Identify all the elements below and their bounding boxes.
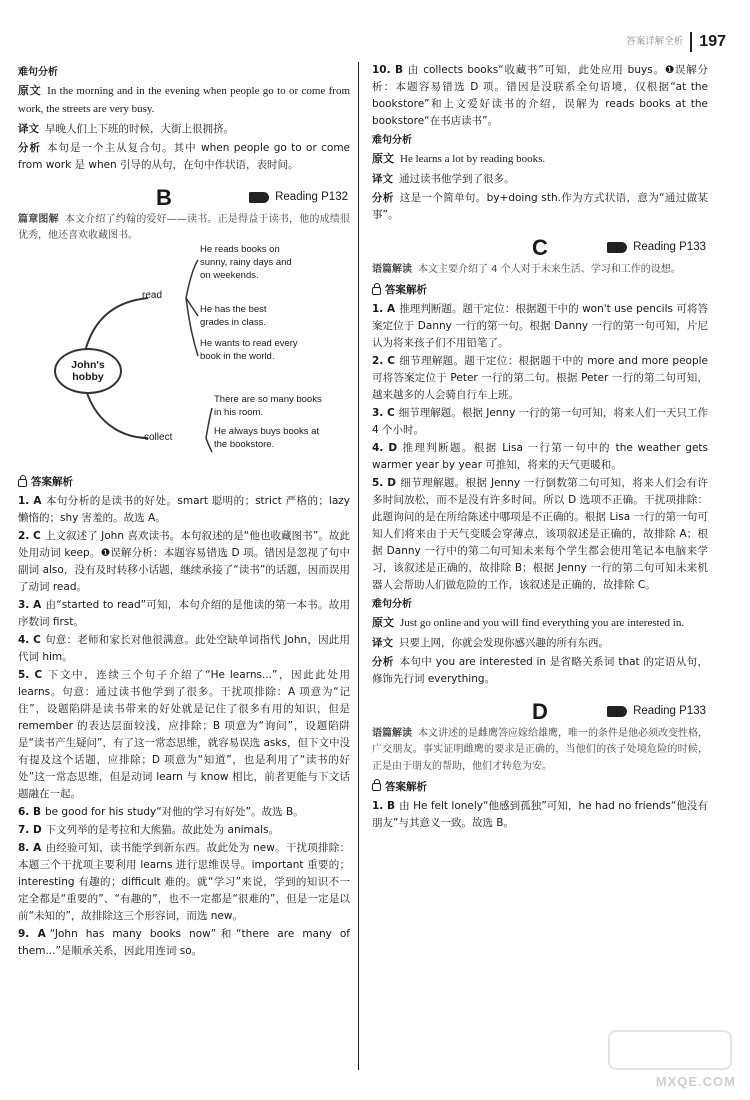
left-column bbox=[18, 62, 350, 961]
branch-collect: collect bbox=[144, 432, 173, 444]
answer-num: 4. D bbox=[372, 442, 398, 455]
watermark-text: MXQE.COM bbox=[655, 1073, 736, 1089]
kw-yuanwen: 原文 bbox=[372, 617, 394, 630]
header-label: 答案详解全析 bbox=[626, 36, 684, 48]
reading-ref-b bbox=[249, 188, 348, 207]
translation bbox=[372, 635, 708, 652]
difficult-title: 难句分析 bbox=[18, 67, 58, 78]
answer-text: 本句分析的是读书的好处。smart 聪明的；strict 严格的；lazy 懒惰的；shy 害羞的。故选 A。 bbox=[18, 495, 351, 525]
read-detail-1: He reads books on sunny, rainy days and on weekends. bbox=[200, 244, 292, 281]
answer-item bbox=[372, 405, 708, 439]
difficult-title: 难句分析 bbox=[372, 135, 412, 146]
answer-num: 3. A bbox=[18, 599, 42, 612]
answer-item bbox=[18, 597, 350, 631]
lock-icon bbox=[18, 479, 27, 487]
translation-text: 早晚人们上下班的时候，大街上很拥挤。 bbox=[45, 122, 234, 135]
original-sentence bbox=[372, 615, 708, 633]
page-header bbox=[626, 30, 726, 54]
answer-item bbox=[372, 798, 708, 832]
answer-item bbox=[18, 840, 350, 925]
answer-num: 6. B bbox=[18, 806, 41, 819]
translation bbox=[18, 121, 350, 138]
analysis-text: 本句中 you are interested in 是省略关系词 that 的定语从句，修饰先行词 everything。 bbox=[372, 656, 708, 686]
answers-title-b: 答案解析 bbox=[31, 476, 73, 489]
lock-icon bbox=[372, 287, 381, 295]
answer-text: 下文中，连续三个句子介绍了“He learns...”，因此此处用 learns。句意：通过读书他学到了很多。干扰项排除：A 项意为“记住”，设题陷阱是读书带来的好处就是记住了很多有用的知识，但是 remember 的表达层面较浅，应排除；B 项意为“询问”，设题陷阱是“读书产生疑问”，有了这一常态思维，就容易误选 asks，但下文中没有提及这个话题，应排除；D 项意为“知道”，也是利用了“读书的好处”这一常态思维，但是动词 learn 与 know 相比，前者更能与下文话题融在一起。 bbox=[18, 669, 351, 801]
answer-text: 推理判断题。根据 Lisa 一行第一句中的 the weather gets warmer year by year 可推知，将来的天气更暖和。 bbox=[372, 442, 708, 472]
reading-ref-text: Reading P133 bbox=[633, 241, 706, 253]
kw-fenxi: 分析 bbox=[372, 656, 394, 669]
original-text: In the morning and in the evening when people go to or come from work, the streets are very busy. bbox=[18, 85, 350, 115]
column-divider bbox=[358, 62, 359, 1070]
answer-item bbox=[18, 804, 350, 821]
guide-text: 本文介绍了约翰的爱好——读书。正是得益于读书，他的成绩很优秀，他还喜欢收藏图书。 bbox=[18, 213, 351, 241]
pointing-hand-icon bbox=[607, 242, 627, 253]
kw-fenxi: 分析 bbox=[18, 141, 42, 154]
lock-icon bbox=[372, 783, 381, 791]
answer-item bbox=[372, 62, 708, 130]
answers-header-d bbox=[372, 779, 708, 796]
mind-map-center: John's hobby bbox=[54, 348, 122, 394]
mind-map bbox=[18, 244, 350, 468]
original-sentence bbox=[18, 83, 350, 119]
answer-item bbox=[18, 822, 350, 839]
kw-yiwen: 译文 bbox=[372, 637, 393, 650]
section-d-header bbox=[372, 698, 708, 724]
answer-num: 10. B bbox=[372, 64, 404, 76]
guide-text: 本文主要介绍了 4 个人对于未来生活、学习和工作的设想。 bbox=[418, 264, 681, 275]
answer-text: 细节理解题。根据 Jenny 一行的第一句可知，将来人们一天只工作 4 个小时。 bbox=[372, 407, 708, 437]
original-text: He learns a lot by reading books. bbox=[400, 153, 546, 166]
translation-text: 只要上网，你就会发现你感兴趣的所有东西。 bbox=[399, 637, 609, 650]
answer-text: “John has many books now”和“there are many of them...”是顺承关系，因此用连词 so。 bbox=[18, 928, 351, 958]
watermark-logo bbox=[608, 1030, 732, 1070]
original-sentence bbox=[372, 151, 708, 169]
reading-ref-text: Reading P133 bbox=[633, 705, 706, 718]
read-detail-2: He has the best grades in class. bbox=[200, 304, 267, 328]
kw-guide: 语篇解读 bbox=[372, 728, 412, 740]
answer-item bbox=[18, 632, 350, 666]
answer-num: 2. C bbox=[18, 530, 41, 543]
answer-num: 4. C bbox=[18, 634, 41, 647]
passage-guide bbox=[372, 726, 708, 775]
right-column bbox=[372, 62, 708, 833]
section-letter-c: C bbox=[532, 235, 548, 260]
answer-text: 句意：老师和家长对他很满意。此处空缺单词指代 John，因此用代词 him。 bbox=[18, 634, 351, 664]
answer-text: 下文列举的是考拉和大熊猫。故此处为 animals。 bbox=[45, 824, 280, 837]
kw-guide: 篇章图解 bbox=[18, 213, 59, 225]
answers-list-b bbox=[18, 493, 350, 960]
answers-header-b bbox=[18, 474, 350, 491]
reading-ref-c bbox=[607, 238, 706, 257]
passage-guide bbox=[18, 212, 350, 244]
reading-ref-text: Reading P132 bbox=[275, 190, 348, 203]
answer-item bbox=[18, 667, 350, 803]
answer-text: 由经验可知，读书能学到新东西。故此处为 new。干扰项排除：本题三个干扰项主要利用 learns 进行思维误导。important 重要的；interesting 有趣的；difficult 难的。就“学习”来说，学到的知识不一定全都是“重要的”、“有趣的”，也不一定都是“很难的”，但是一定是以前“未知的”，故排除这三个形容词，而选 new。 bbox=[18, 842, 351, 923]
kw-yuanwen: 原文 bbox=[18, 85, 42, 98]
analysis-text: 本句是一个主从复合句。其中 when people go to or come from work 是 when 引导的从句，在句中作状语，表时间。 bbox=[18, 141, 351, 171]
section-letter-b: B bbox=[156, 184, 172, 210]
answer-text: 推理判断题。题干定位：根据题干中的 won't use pencils 可将答案定位于 Danny 一行的第一句。根据 Danny 一行的第一句可知，片尼认为将来孩子们不用铅笔了。 bbox=[372, 303, 708, 350]
answer-item bbox=[372, 440, 708, 474]
difficult-title: 难句分析 bbox=[372, 599, 412, 611]
answer-item bbox=[372, 475, 708, 594]
read-detail-3: He wants to read every book in the world. bbox=[200, 338, 298, 362]
answer-item bbox=[18, 493, 350, 527]
answer-item bbox=[18, 528, 350, 596]
branch-read: read bbox=[142, 290, 163, 302]
analysis bbox=[18, 140, 350, 174]
answer-num: 3. C bbox=[372, 407, 395, 420]
answer-item bbox=[18, 926, 350, 960]
answer-text: 上文叙述了 John 喜欢读书。本句叙述的是“他也收藏图书”。故此处用动词 keep。❶误解分析：本题容易错选 D 项。错因是忽视了句中副词 also，没有及时转移小话题，继续承接了“读书”的话题，因而误用了动词 read。 bbox=[18, 530, 351, 594]
kw-yiwen: 译文 bbox=[372, 173, 393, 185]
pointing-hand-icon bbox=[249, 192, 269, 203]
answer-item bbox=[372, 353, 708, 404]
answer-text: 由“started to read”可知，本句介绍的是他读的第一本书。故用序数词 first。 bbox=[18, 599, 350, 629]
page-number: 197 bbox=[699, 33, 726, 51]
section-c-header bbox=[372, 234, 708, 260]
kw-fenxi: 分析 bbox=[372, 192, 394, 204]
kw-yuanwen: 原文 bbox=[372, 153, 394, 166]
answer-text: 由 He felt lonely“他感到孤独”可知，he had no friends“他没有朋友”与其意义一致。故选 B。 bbox=[372, 799, 708, 829]
original-text: Just go online and you will find everything you are interested in. bbox=[400, 617, 685, 630]
answer-num: 7. D bbox=[18, 824, 42, 837]
analysis bbox=[372, 654, 708, 688]
analysis-text: 这是一个简单句。by+doing sth.作为方式状语，意为“通过做某事”。 bbox=[372, 192, 709, 221]
answer-num: 1. B bbox=[372, 799, 396, 812]
answer-num: 8. A bbox=[18, 842, 42, 855]
answer-num: 2. C bbox=[372, 355, 395, 368]
answer-num: 1. A bbox=[372, 303, 396, 316]
answer-item bbox=[372, 301, 708, 352]
section-b-header bbox=[18, 184, 350, 210]
reading-ref-d bbox=[607, 702, 706, 721]
answers-title-d: 答案解析 bbox=[385, 780, 427, 793]
answers-header-c bbox=[372, 282, 708, 299]
kw-guide: 语篇解读 bbox=[372, 264, 412, 275]
collect-detail-2: He always buys books at the bookstore. bbox=[214, 426, 320, 450]
answer-text: be good for his study“对他的学习有好处”。故选 B。 bbox=[44, 806, 304, 819]
kw-yiwen: 译文 bbox=[18, 122, 39, 135]
header-bar bbox=[690, 32, 692, 52]
guide-text: 本文讲述的是雌鹰答应嫁给雄鹰，唯一的条件是他必须改变性格，广交朋友。事实证明雌鹰的要求是正确的，当他们的孩子处境危险的时候，正是由于朋友的帮助，他们才转危为安。 bbox=[372, 728, 708, 772]
answer-text: 细节理解题。题干定位：根据题干中的 more and more people 可将答案定位于 Peter 一行的第二句。根据 Peter 一行的第二句可知，越来越多的人会骑自行车上班。 bbox=[372, 355, 709, 402]
collect-detail-1: There are so many books in his room. bbox=[214, 394, 322, 418]
answer-text: 由 collects books“收藏书”可知，此处应用 buys。❶误解分析：本题容易错选 D 项。错因是没联系全句语境，仅根据“at the bookstore”和上文爱好读书的介绍，误解为 reads books at the bookstore“在书店读书”。 bbox=[372, 64, 708, 127]
answer-num: 5. D bbox=[372, 477, 397, 490]
translation bbox=[372, 171, 708, 188]
translation-text: 通过读书他学到了很多。 bbox=[399, 173, 515, 185]
answers-title-c: 答案解析 bbox=[385, 284, 427, 297]
pointing-hand-icon bbox=[607, 706, 627, 717]
section-letter-d: D bbox=[532, 699, 548, 725]
answer-text: 细节理解题。根据 Jenny 一行倒数第二句可知，将来人们会有许多时间放松，而不是没有许多时间。所以 D 选项不正确。干扰项排除：此题询问的是在所给陈述中哪项是不正确的。根据 Lisa 一行的第一句可知人们将来由于天气变暖会穿薄点，该项叙述是正确的，故排除 A；根据 Danny 一行中的第二句可知未来每个学生都会使用笔记本电脑来学习，该叙述是正确的，故排除 B；根据 Jenny 一行的第二句可知未来机器人会帮助人们做危险的工作，该叙述是正确的，故排除 C。 bbox=[372, 477, 708, 592]
answer-num: 5. C bbox=[18, 669, 43, 682]
analysis bbox=[372, 190, 708, 224]
answer-num: 1. A bbox=[18, 495, 42, 508]
answer-num: 9. A bbox=[18, 928, 46, 941]
